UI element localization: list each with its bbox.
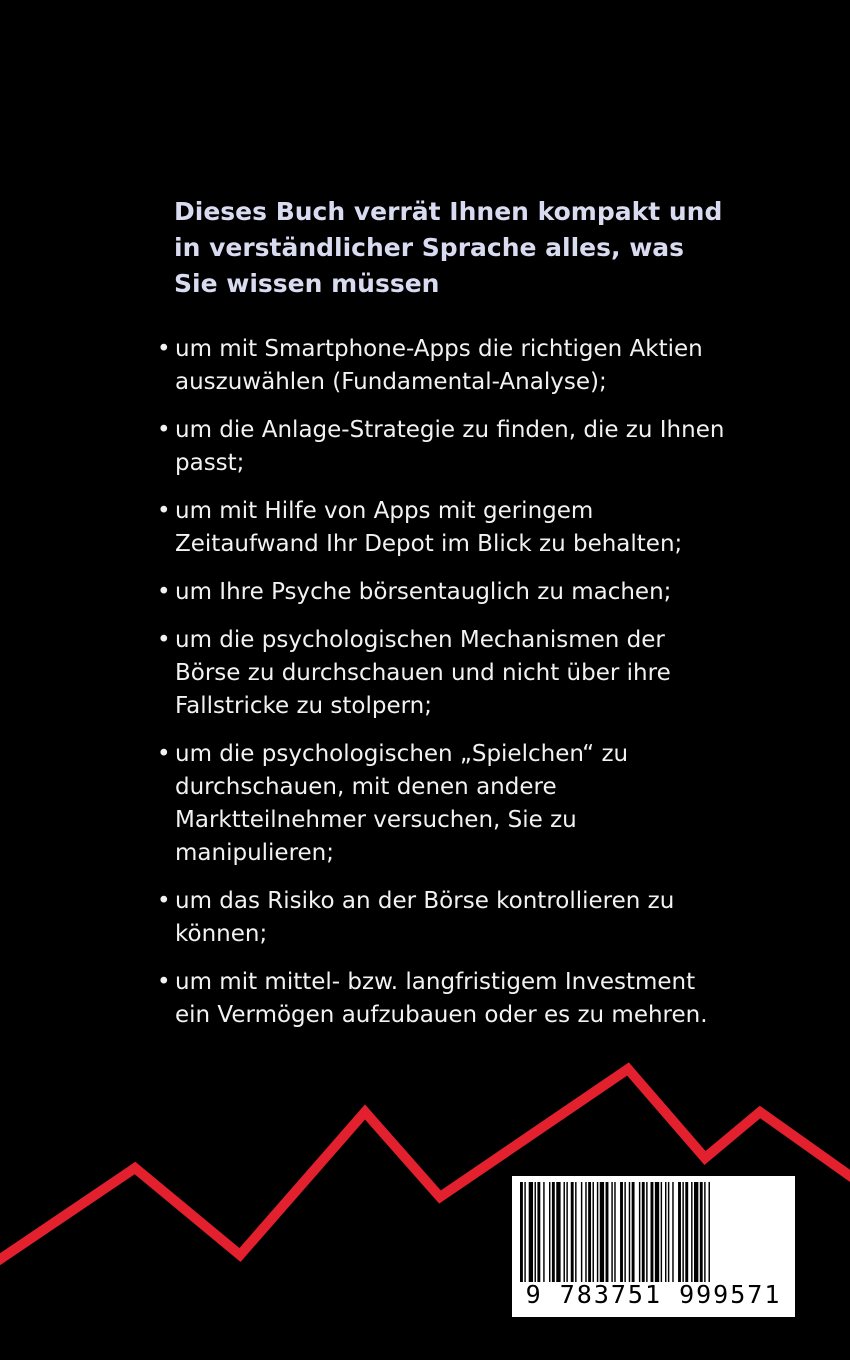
barcode-bar <box>581 1182 582 1282</box>
list-item <box>157 738 737 870</box>
barcode-bar <box>597 1182 598 1282</box>
list-item <box>157 885 737 951</box>
barcode-bar <box>520 1182 523 1282</box>
barcode-bar <box>588 1182 591 1282</box>
list-item-text: um die psychologischen „Spielchen“ zu durchschauen, mit denen andere Marktteilnehmer versuchen, Sie zu manipulieren; <box>175 741 629 866</box>
barcode-bar <box>668 1182 669 1282</box>
barcode-bar <box>642 1182 645 1282</box>
barcode-bar <box>524 1182 525 1282</box>
barcode-bar <box>564 1182 565 1282</box>
bullet-icon: • <box>157 627 171 653</box>
barcode-bar <box>709 1182 710 1282</box>
barcode-bar <box>678 1182 681 1282</box>
barcode-bar <box>672 1182 673 1282</box>
barcode-bar <box>593 1182 594 1282</box>
barcode-bar <box>691 1182 692 1282</box>
barcode-bar <box>549 1182 550 1282</box>
barcode-bar <box>543 1182 544 1282</box>
list-item <box>157 495 737 561</box>
barcode-bar <box>566 1182 567 1282</box>
barcode-bar <box>639 1182 640 1282</box>
barcode-bar <box>624 1182 625 1282</box>
barcode-bar <box>556 1182 560 1282</box>
barcode-bars <box>520 1182 787 1282</box>
list-item-text: um das Risiko an der Börse kontrollieren zu können; <box>175 888 675 947</box>
barcode-bar <box>611 1182 612 1282</box>
barcode-bar <box>655 1182 659 1282</box>
bullet-icon: • <box>157 498 171 524</box>
barcode-bar <box>682 1182 683 1282</box>
benefit-list <box>157 333 737 1047</box>
barcode-bar <box>535 1182 536 1282</box>
list-item <box>157 414 737 480</box>
barcode-bar <box>600 1182 604 1282</box>
barcode-bar <box>585 1182 586 1282</box>
barcode-bar <box>620 1182 623 1282</box>
list-item <box>157 576 737 609</box>
barcode-bar <box>629 1182 630 1282</box>
list-item-text: um Ihre Psyche börsentauglich zu machen; <box>175 579 672 605</box>
barcode-bar <box>646 1182 647 1282</box>
list-item-text: um die psychologischen Mechanismen der Börse zu durchschauen und nicht über ihre Fallstricke zu stolpern; <box>175 627 671 719</box>
list-item-text: um mit Hilfe von Apps mit geringem Zeitaufwand Ihr Depot im Blick zu behalten; <box>175 498 683 557</box>
list-item <box>157 333 737 399</box>
bullet-icon: • <box>157 417 171 443</box>
intro-heading: Dieses Buch verrät Ihnen kompakt und in verständlicher Sprache alles, was Sie wissen müssen <box>174 197 723 298</box>
barcode-bar <box>632 1182 635 1282</box>
list-item-text: um die Anlage-Strategie zu finden, die zu Ihnen passt; <box>175 417 725 476</box>
bullet-icon: • <box>157 336 171 362</box>
barcode-bar <box>552 1182 555 1282</box>
barcode-bar <box>606 1182 609 1282</box>
barcode-bar <box>571 1182 574 1282</box>
barcode-bar <box>575 1182 576 1282</box>
isbn-number: 9 783751 999571 <box>525 1280 782 1309</box>
list-item <box>157 966 737 1032</box>
barcode-bar <box>704 1182 705 1282</box>
bullet-icon: • <box>157 741 171 767</box>
barcode-bar <box>685 1182 688 1282</box>
barcode-bar <box>651 1182 654 1282</box>
barcode-bar <box>529 1182 533 1282</box>
bullet-icon: • <box>157 888 171 914</box>
bullet-icon: • <box>157 969 171 995</box>
barcode-bar <box>694 1182 698 1282</box>
barcode-bar <box>661 1182 662 1282</box>
barcode-bar <box>537 1182 540 1282</box>
list-item-text: um mit mittel- bzw. langfristigem Investment ein Vermögen aufzubauen oder es zu mehren. <box>175 969 708 1028</box>
barcode-bar <box>665 1182 666 1282</box>
barcode <box>512 1176 795 1317</box>
bullet-icon: • <box>157 579 171 605</box>
list-item <box>157 624 737 723</box>
barcode-bar <box>700 1182 703 1282</box>
barcode-bar <box>614 1182 615 1282</box>
list-item-text: um mit Smartphone-Apps die richtigen Aktien auszuwählen (Fundamental-Analyse); <box>175 336 703 395</box>
